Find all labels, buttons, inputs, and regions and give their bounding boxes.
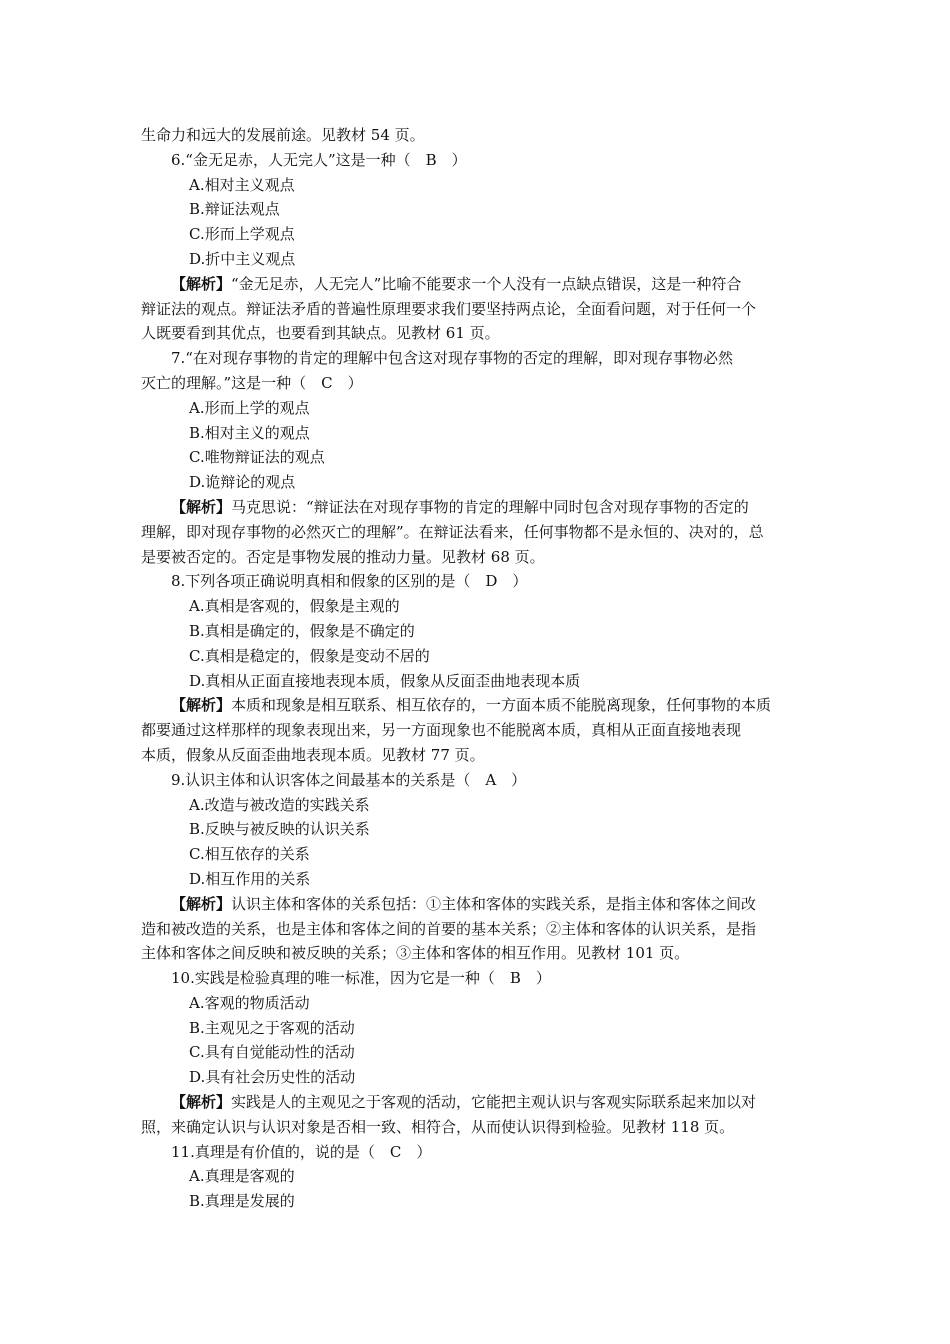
analysis-text: 本质和现象是相互联系、相互依存的，一方面本质不能脱离现象，任何事物的本质 bbox=[231, 696, 772, 715]
question-9-option-c: C.相互依存的关系 bbox=[189, 845, 310, 864]
question-7-analysis-line-3: 是要被否定的。否定是事物发展的推动力量。见教材 68 页。 bbox=[141, 547, 545, 566]
analysis-tag: 【解析】 bbox=[171, 497, 232, 516]
question-10-analysis-line-1 bbox=[141, 1090, 813, 1115]
question-6-option-a: A.相对主义观点 bbox=[189, 175, 295, 194]
document-body bbox=[141, 123, 813, 1214]
question-11-stem: 11.真理是有价值的，说的是（ C ） bbox=[171, 1142, 432, 1161]
question-10-option-b: B.主观见之于客观的活动 bbox=[189, 1018, 355, 1037]
question-9-analysis-line-1 bbox=[141, 892, 813, 917]
question-7-analysis-line-2: 理解，即对现存事物的必然灭亡的理解”。在辩证法看来，任何事物都不是永恒的、决对的，总 bbox=[141, 522, 764, 541]
analysis-text: 实践是人的主观见之于客观的活动，它能把主观认识与客观实际联系起来加以对 bbox=[231, 1093, 757, 1112]
question-9-analysis-line-2: 造和被改造的关系，也是主体和客体之间的首要的基本关系；②主体和客体的认识关系，是指 bbox=[141, 919, 757, 938]
question-6-analysis-line-3: 人既要看到其优点，也要看到其缺点。见教材 61 页。 bbox=[141, 324, 500, 343]
question-11-option-b: B.真理是发展的 bbox=[189, 1192, 295, 1211]
question-8-option-d: D.真相从正面直接地表现本质，假象从反面歪曲地表现本质 bbox=[189, 671, 581, 690]
question-8-option-a: A.真相是客观的，假象是主观的 bbox=[189, 597, 400, 616]
question-8-analysis-line-2: 都要通过这样那样的现象表现出来，另一方面现象也不能脱离本质，真相从正面直接地表现 bbox=[141, 721, 742, 740]
question-9-option-b: B.反映与被反映的认识关系 bbox=[189, 820, 370, 839]
question-6-analysis-line-1 bbox=[141, 272, 813, 297]
question-6-option-b: B.辩证法观点 bbox=[189, 200, 280, 219]
analysis-tag: 【解析】 bbox=[171, 894, 232, 913]
question-7-option-d: D.诡辩论的观点 bbox=[189, 473, 296, 492]
question-6-option-c: C.形而上学观点 bbox=[189, 225, 295, 244]
question-10-analysis-line-2: 照，来确定认识与认识对象是否相一致、相符合，从而使认识得到检验。见教材 118 页。 bbox=[141, 1117, 735, 1136]
question-10-option-a: A.客观的物质活动 bbox=[189, 993, 310, 1012]
question-7-option-c: C.唯物辩证法的观点 bbox=[189, 448, 325, 467]
analysis-text: “金无足赤，人无完人”比喻不能要求一个人没有一点缺点错误，这是一种符合 bbox=[231, 274, 742, 293]
intro-line: 生命力和远大的发展前途。见教材 54 页。 bbox=[141, 126, 425, 144]
question-7-analysis-line-1 bbox=[141, 495, 813, 520]
question-10-option-c: C.具有自觉能动性的活动 bbox=[189, 1043, 355, 1062]
question-7-stem-line-2: 灭亡的理解。”这是一种（ C ） bbox=[141, 373, 363, 392]
question-11-option-a: A.真理是客观的 bbox=[189, 1167, 295, 1186]
question-8-option-b: B.真相是确定的，假象是不确定的 bbox=[189, 621, 415, 640]
analysis-tag: 【解析】 bbox=[171, 696, 232, 715]
question-7-option-b: B.相对主义的观点 bbox=[189, 423, 310, 442]
question-9-option-a: A.改造与被改造的实践关系 bbox=[189, 795, 370, 814]
analysis-text: 认识主体和客体的关系包括：①主体和客体的实践关系，是指主体和客体之间改 bbox=[231, 894, 757, 913]
question-8-analysis-line-3: 本质，假象从反面歪曲地表现本质。见教材 77 页。 bbox=[141, 745, 485, 764]
question-6-option-d: D.折中主义观点 bbox=[189, 249, 296, 268]
question-9-analysis-line-3: 主体和客体之间反映和被反映的关系；③主体和客体的相互作用。见教材 101 页。 bbox=[141, 944, 690, 963]
question-6-analysis-line-2: 辩证法的观点。辩证法矛盾的普遍性原理要求我们要坚持两点论，全面看问题，对于任何一个 bbox=[141, 299, 757, 318]
analysis-text: 马克思说：“辩证法在对现存事物的肯定的理解中同时包含对现存事物的否定的 bbox=[231, 497, 749, 516]
question-7-stem-line-1: 7.“在对现存事物的肯定的理解中包含这对现存事物的否定的理解，即对现存事物必然 bbox=[171, 349, 733, 368]
question-10-stem: 10.实践是检验真理的唯一标准，因为它是一种（ B ） bbox=[171, 969, 551, 988]
question-8-option-c: C.真相是稳定的，假象是变动不居的 bbox=[189, 646, 430, 665]
analysis-tag: 【解析】 bbox=[171, 1093, 232, 1112]
question-6-stem: 6.“金无足赤，人无完人”这是一种（ B ） bbox=[171, 150, 467, 169]
question-7-option-a: A.形而上学的观点 bbox=[189, 398, 310, 417]
question-8-stem: 8.下列各项正确说明真相和假象的区别的是（ D ） bbox=[171, 572, 528, 591]
question-8-analysis-line-1 bbox=[141, 693, 813, 718]
analysis-tag: 【解析】 bbox=[171, 274, 232, 293]
question-9-option-d: D.相互作用的关系 bbox=[189, 869, 311, 888]
question-9-stem: 9.认识主体和认识客体之间最基本的关系是（ A ） bbox=[171, 770, 527, 789]
question-10-option-d: D.具有社会历史性的活动 bbox=[189, 1068, 356, 1087]
